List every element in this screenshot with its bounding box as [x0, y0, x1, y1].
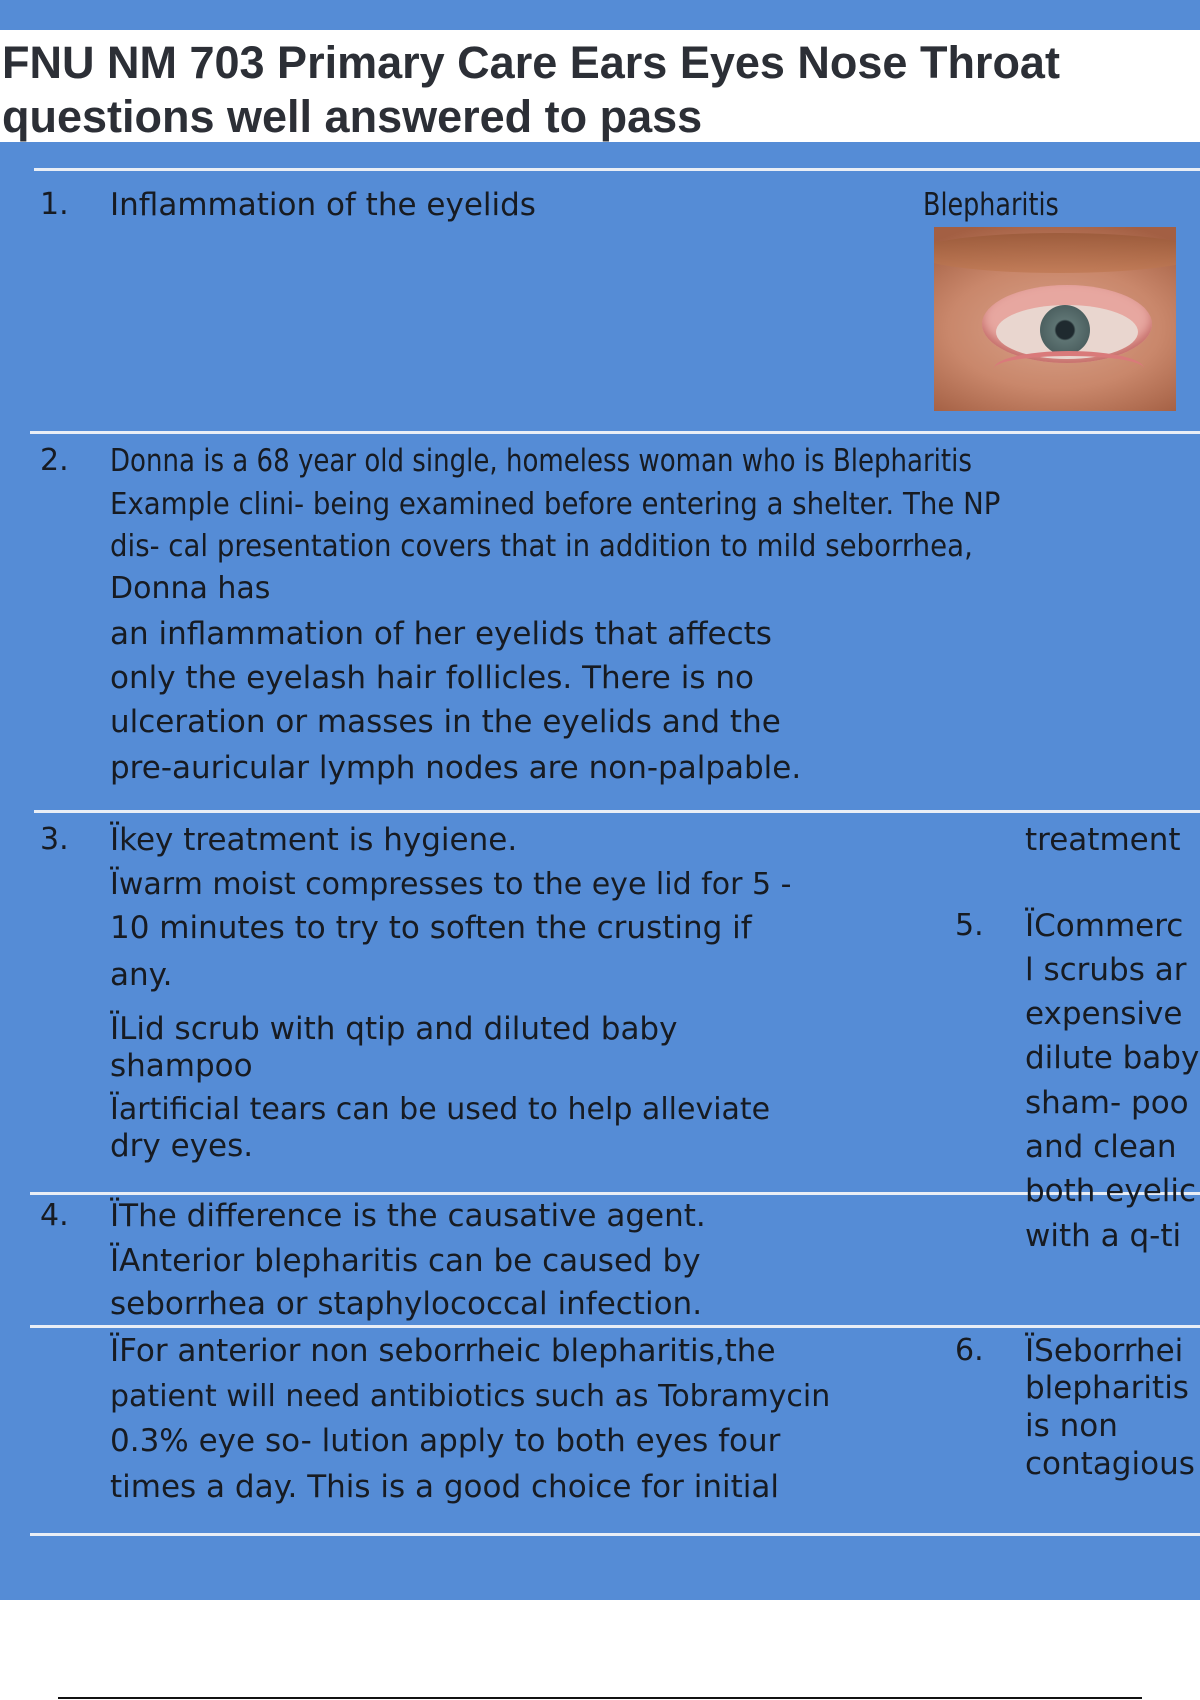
case-line: dis- cal presentation covers that in addition to mild seborrhea,	[110, 529, 973, 564]
antibiotic-line: ÏFor anterior non seborrheic blepharitis,the	[110, 1333, 776, 1369]
item-number: 1.	[40, 187, 69, 222]
item-number: 3.	[40, 822, 69, 857]
divider	[30, 431, 1200, 434]
case-line: pre-auricular lymph nodes are non-palpable.	[110, 750, 802, 786]
right-column-line: blepharitis	[1025, 1370, 1189, 1406]
treatment-line: shampoo	[110, 1048, 253, 1084]
case-line: Donna has	[110, 571, 271, 606]
case-line: ulceration or masses in the eyelids and the	[110, 704, 781, 740]
right-column-line: sham- poo	[1025, 1085, 1189, 1121]
right-column-line: treatment	[1025, 822, 1181, 858]
right-column-line: dilute baby	[1025, 1040, 1200, 1076]
top-color-bar	[0, 0, 1200, 30]
difference-line: ÏAnterior blepharitis can be caused by	[110, 1243, 701, 1279]
right-column-line: ÏSeborrhei	[1025, 1333, 1184, 1369]
item-number: 6.	[955, 1333, 984, 1368]
item-number: 2.	[40, 443, 69, 478]
answer-label: Blepharitis	[923, 187, 1059, 223]
treatment-line: 10 minutes to try to soften the crusting if	[110, 910, 752, 946]
divider	[30, 1533, 1200, 1536]
eye-photo	[934, 227, 1176, 411]
item-number: 5.	[955, 908, 984, 943]
treatment-line: Ïkey treatment is hygiene.	[110, 822, 518, 858]
antibiotic-line: 0.3% eye so- lution apply to both eyes four	[110, 1423, 781, 1459]
case-line: Example clini- being examined before entering a shelter. The NP	[110, 487, 1001, 522]
page-title: FNU NM 703 Primary Care Ears Eyes Nose Throat questions well answered to pass	[2, 37, 1060, 142]
case-line: an inflammation of her eyelids that affects	[110, 616, 772, 652]
divider	[34, 168, 1200, 171]
question-text: Inflammation of the eyelids	[110, 187, 536, 223]
case-line: only the eyelash hair follicles. There is no	[110, 660, 754, 696]
right-column-line: both eyelic	[1025, 1173, 1197, 1209]
treatment-line: Ïwarm moist compresses to the eye lid for 5 -	[110, 867, 792, 902]
eyebrow-shape	[934, 233, 1176, 273]
right-column-line: l scrubs ar	[1025, 952, 1187, 988]
case-line: Donna is a 68 year old single, homeless woman who is Blepharitis	[110, 443, 972, 479]
item-number: 4.	[40, 1198, 69, 1233]
right-column-line: contagious	[1025, 1446, 1195, 1482]
lower-lid-shape	[994, 351, 1144, 386]
difference-line: seborrhea or staphylococcal infection.	[110, 1286, 703, 1322]
treatment-line: Ïartificial tears can be used to help alleviate	[110, 1092, 771, 1127]
right-column-line: ÏCommerc	[1025, 908, 1184, 944]
antibiotic-line: patient will need antibiotics such as Tobramycin	[110, 1379, 831, 1414]
treatment-line: ÏLid scrub with qtip and diluted baby	[110, 1011, 678, 1047]
right-column-line: with a q-ti	[1025, 1218, 1182, 1254]
right-column-line: is non	[1025, 1408, 1118, 1444]
antibiotic-line: times a day. This is a good choice for initial	[110, 1469, 779, 1505]
iris-shape	[1040, 305, 1090, 355]
treatment-line: any.	[110, 957, 173, 993]
right-column-line: expensive	[1025, 996, 1183, 1032]
difference-line: ÏThe difference is the causative agent.	[110, 1198, 706, 1234]
treatment-line: dry eyes.	[110, 1128, 254, 1164]
page-bottom-rule	[58, 1697, 1142, 1699]
divider	[34, 810, 1200, 813]
right-column-line: and clean	[1025, 1129, 1177, 1165]
content-panel	[0, 142, 1200, 1600]
